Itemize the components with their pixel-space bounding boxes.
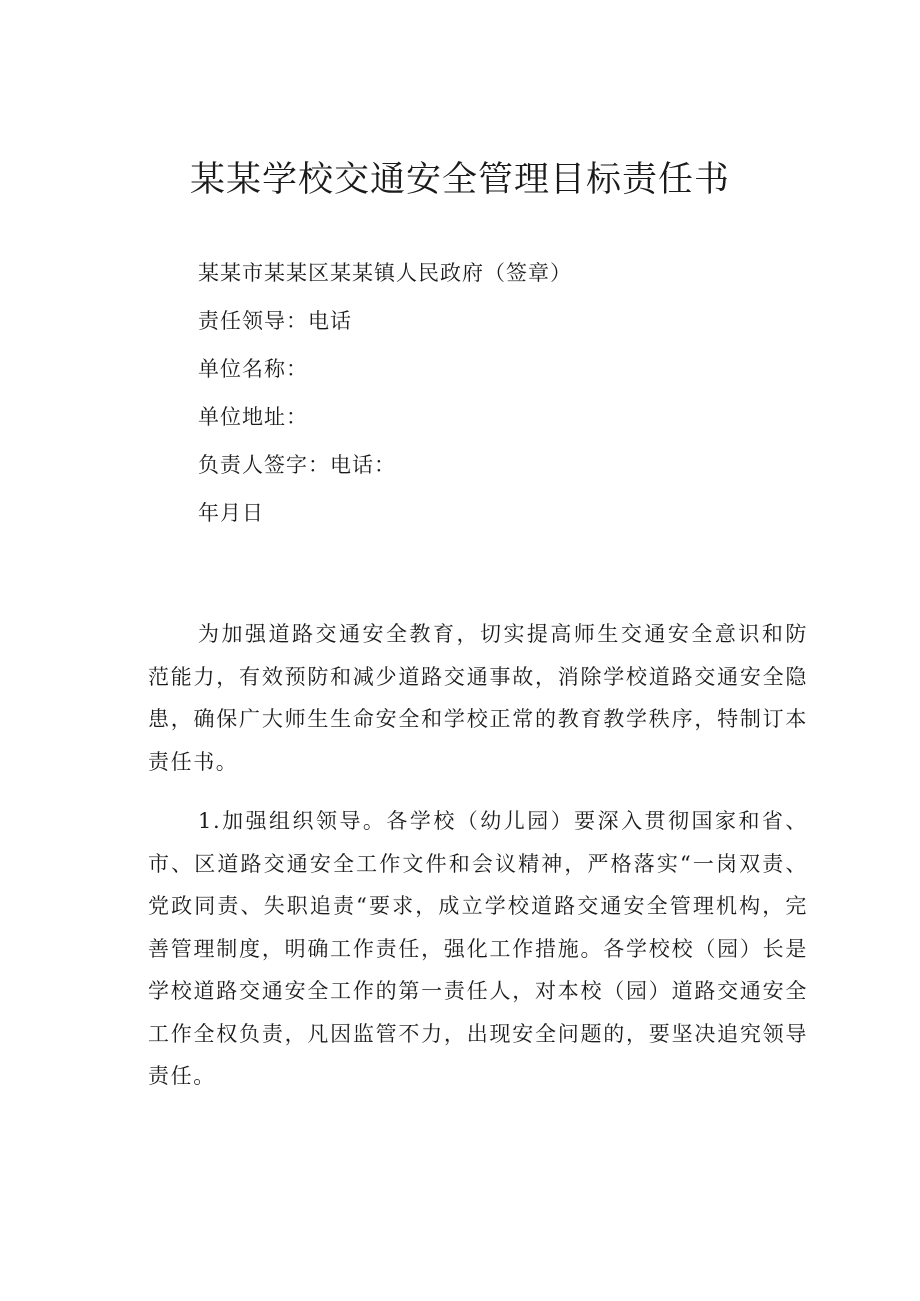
- government-seal-line: 某某市某某区某某镇人民政府（签章）: [198, 261, 572, 285]
- document-title: 某某学校交通安全管理目标责任书: [189, 160, 730, 200]
- intro-paragraph: 为加强道路交通安全教育，切实提高师生交通安全意识和防范能力，有效预防和减少道路交通事故，消除学校道路交通安全隐患，确保广大师生生命安全和学校正常的教育教学秩序，特制订本责任书。: [148, 622, 808, 774]
- clause-1-paragraph: 1.加强组织领导。各学校（幼儿园）要深入贯彻国家和省、市、区道路交通安全工作文件和会议精神，严格落实“一岗双责、党政同责、失职追责“要求，成立学校道路交通安全管理机构，完善管理制度，明确工作责任，强化工作措施。各学校校（园）长是学校道路交通安全工作的第一责任人，对本校（园）道路交通安全工作全权负责，凡因监管不力，出现安全问题的，要坚决追究领导责任。: [148, 809, 808, 1088]
- unit-name-line: 单位名称：: [198, 357, 308, 381]
- date-line: 年月日: [198, 501, 264, 525]
- person-in-charge-signature-line: 负责人签字：电话：: [198, 453, 396, 477]
- responsible-leader-line: 责任领导：电话: [198, 309, 352, 333]
- unit-address-line: 单位地址：: [198, 405, 308, 429]
- signature-header-block: [198, 249, 838, 537]
